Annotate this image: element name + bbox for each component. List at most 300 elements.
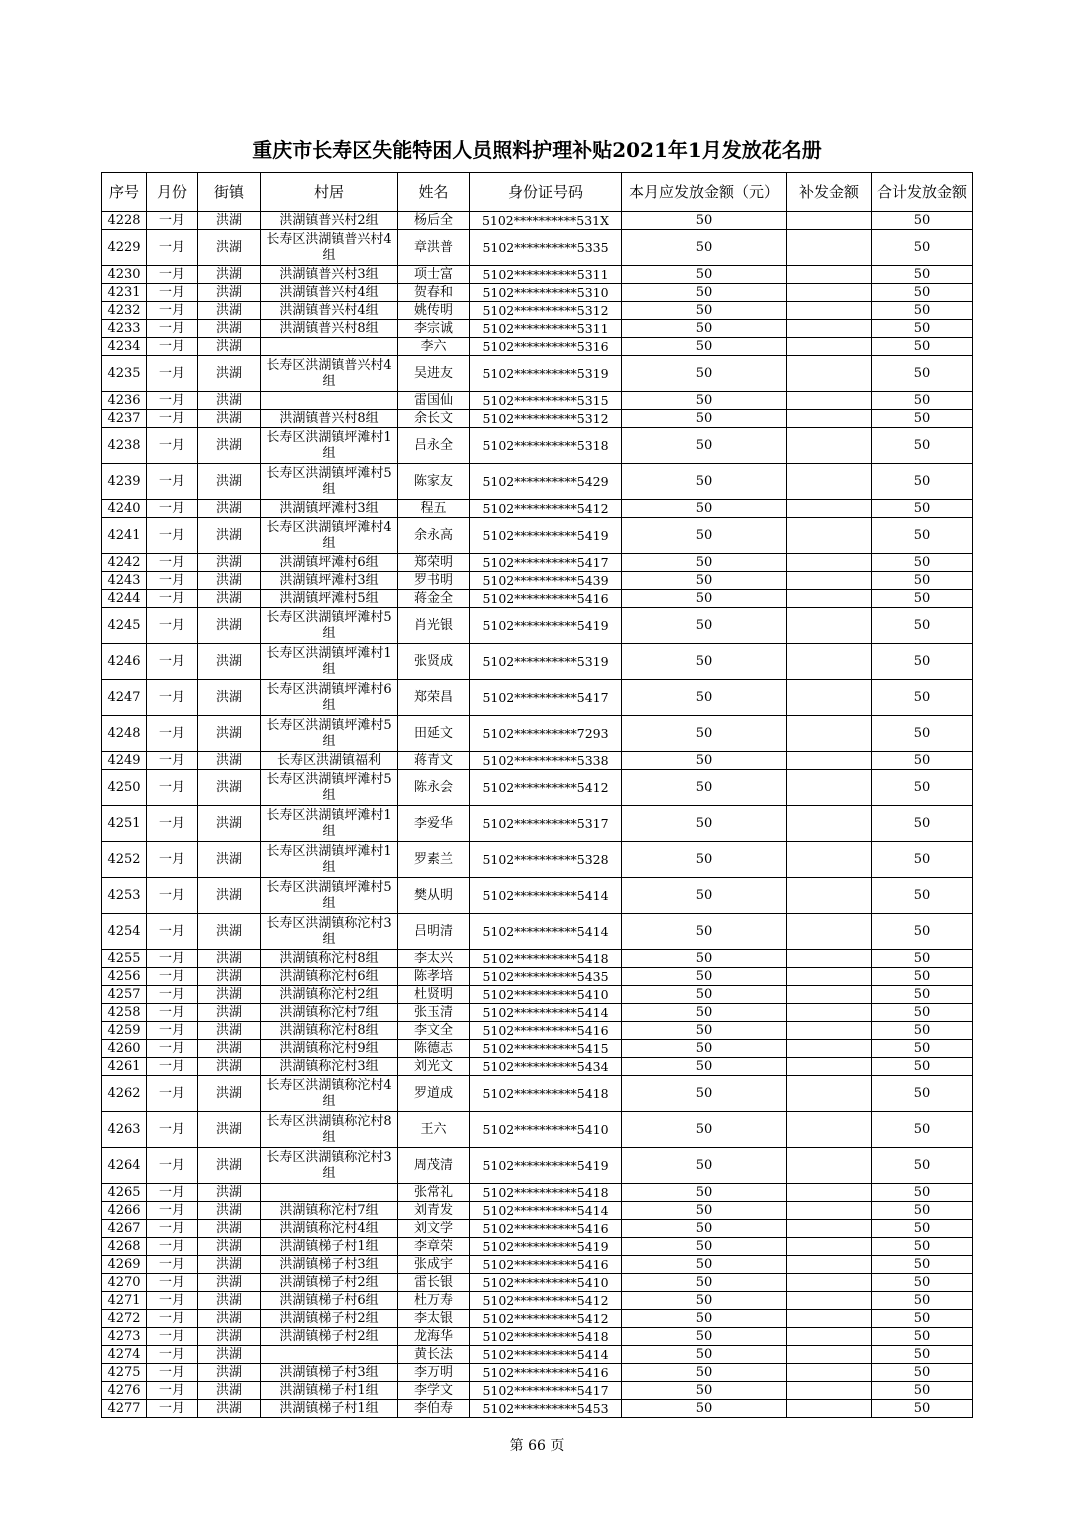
cell-village [261, 1346, 398, 1364]
cell-total-amount: 50 [872, 968, 973, 986]
table-row [102, 752, 973, 770]
cell-reissue-amount [787, 608, 872, 644]
cell-name: 刘光文 [398, 1058, 470, 1076]
cell-id-number: 5102**********5418 [470, 950, 622, 968]
cell-name: 雷长银 [398, 1274, 470, 1292]
cell-month: 一月 [147, 1382, 198, 1400]
cell-total-amount: 50 [872, 950, 973, 968]
cell-seq: 4250 [102, 770, 147, 806]
table-row [102, 518, 973, 554]
cell-month: 一月 [147, 1148, 198, 1184]
cell-amount-due: 50 [622, 986, 787, 1004]
cell-reissue-amount [787, 230, 872, 266]
cell-town: 洪湖 [198, 878, 261, 914]
cell-town: 洪湖 [198, 554, 261, 572]
cell-month: 一月 [147, 1346, 198, 1364]
cell-seq: 4254 [102, 914, 147, 950]
cell-seq: 4272 [102, 1310, 147, 1328]
cell-name: 李文全 [398, 1022, 470, 1040]
cell-village: 洪湖镇普兴村8组 [261, 410, 398, 428]
cell-village: 洪湖镇坪滩村6组 [261, 554, 398, 572]
table-row [102, 302, 973, 320]
cell-reissue-amount [787, 1184, 872, 1202]
cell-total-amount: 50 [872, 1310, 973, 1328]
cell-name: 樊从明 [398, 878, 470, 914]
cell-total-amount: 50 [872, 986, 973, 1004]
cell-total-amount: 50 [872, 806, 973, 842]
cell-village: 洪湖镇普兴村2组 [261, 212, 398, 230]
table-row [102, 320, 973, 338]
cell-reissue-amount [787, 1040, 872, 1058]
cell-town: 洪湖 [198, 1274, 261, 1292]
cell-name: 李万明 [398, 1364, 470, 1382]
cell-name: 雷国仙 [398, 392, 470, 410]
cell-seq: 4269 [102, 1256, 147, 1274]
cell-name: 郑荣昌 [398, 680, 470, 716]
cell-town: 洪湖 [198, 1202, 261, 1220]
cell-town: 洪湖 [198, 338, 261, 356]
cell-amount-due: 50 [622, 302, 787, 320]
cell-id-number: 5102**********5312 [470, 410, 622, 428]
cell-reissue-amount [787, 878, 872, 914]
cell-amount-due: 50 [622, 644, 787, 680]
cell-town: 洪湖 [198, 1220, 261, 1238]
cell-name: 李宗诚 [398, 320, 470, 338]
cell-reissue-amount [787, 1346, 872, 1364]
cell-month: 一月 [147, 806, 198, 842]
cell-month: 一月 [147, 1022, 198, 1040]
cell-reissue-amount [787, 320, 872, 338]
cell-id-number: 5102**********5412 [470, 1292, 622, 1310]
cell-name: 吕永全 [398, 428, 470, 464]
cell-id-number: 5102**********5311 [470, 320, 622, 338]
cell-town: 洪湖 [198, 572, 261, 590]
cell-town: 洪湖 [198, 1256, 261, 1274]
cell-month: 一月 [147, 266, 198, 284]
cell-town: 洪湖 [198, 986, 261, 1004]
cell-id-number: 5102**********5412 [470, 1310, 622, 1328]
cell-id-number: 5102**********5414 [470, 878, 622, 914]
cell-name: 陈德志 [398, 1040, 470, 1058]
cell-name: 黄长法 [398, 1346, 470, 1364]
table-row [102, 1310, 973, 1328]
cell-reissue-amount [787, 1076, 872, 1112]
cell-amount-due: 50 [622, 1274, 787, 1292]
table-row [102, 914, 973, 950]
cell-village: 洪湖镇梯子村2组 [261, 1310, 398, 1328]
cell-town: 洪湖 [198, 644, 261, 680]
table-row [102, 266, 973, 284]
cell-village: 洪湖镇称沱村8组 [261, 1022, 398, 1040]
cell-town: 洪湖 [198, 1040, 261, 1058]
cell-town: 洪湖 [198, 770, 261, 806]
table-row [102, 968, 973, 986]
table-row [102, 1022, 973, 1040]
cell-name: 吴进友 [398, 356, 470, 392]
cell-id-number: 5102**********7293 [470, 716, 622, 752]
cell-seq: 4262 [102, 1076, 147, 1112]
cell-town: 洪湖 [198, 1346, 261, 1364]
cell-name: 田延文 [398, 716, 470, 752]
cell-reissue-amount [787, 770, 872, 806]
cell-seq: 4228 [102, 212, 147, 230]
cell-amount-due: 50 [622, 968, 787, 986]
header-reissue-amount: 补发金额 [787, 173, 872, 212]
cell-name: 李伯寿 [398, 1400, 470, 1418]
cell-village: 洪湖镇称沱村2组 [261, 986, 398, 1004]
cell-village: 洪湖镇梯子村1组 [261, 1238, 398, 1256]
cell-reissue-amount [787, 986, 872, 1004]
cell-village: 长寿区洪湖镇坪滩村6组 [261, 680, 398, 716]
cell-seq: 4275 [102, 1364, 147, 1382]
cell-name: 李学文 [398, 1382, 470, 1400]
cell-month: 一月 [147, 410, 198, 428]
cell-name: 李爱华 [398, 806, 470, 842]
cell-total-amount: 50 [872, 320, 973, 338]
cell-month: 一月 [147, 716, 198, 752]
cell-town: 洪湖 [198, 1004, 261, 1022]
cell-village: 长寿区洪湖镇坪滩村1组 [261, 842, 398, 878]
cell-reissue-amount [787, 1220, 872, 1238]
cell-amount-due: 50 [622, 500, 787, 518]
cell-total-amount: 50 [872, 230, 973, 266]
cell-month: 一月 [147, 1328, 198, 1346]
cell-town: 洪湖 [198, 518, 261, 554]
cell-seq: 4234 [102, 338, 147, 356]
cell-reissue-amount [787, 914, 872, 950]
cell-village: 长寿区洪湖镇称沱村3组 [261, 914, 398, 950]
cell-seq: 4265 [102, 1184, 147, 1202]
cell-reissue-amount [787, 680, 872, 716]
cell-amount-due: 50 [622, 1400, 787, 1418]
cell-id-number: 5102**********5429 [470, 464, 622, 500]
header-village: 村居 [261, 173, 398, 212]
cell-town: 洪湖 [198, 266, 261, 284]
cell-id-number: 5102**********5410 [470, 1112, 622, 1148]
table-row [102, 1220, 973, 1238]
cell-month: 一月 [147, 1292, 198, 1310]
cell-seq: 4236 [102, 392, 147, 410]
roster-table [101, 172, 973, 1418]
cell-total-amount: 50 [872, 1364, 973, 1382]
table-row [102, 1112, 973, 1148]
cell-village: 洪湖镇称沱村4组 [261, 1220, 398, 1238]
cell-reissue-amount [787, 1328, 872, 1346]
cell-month: 一月 [147, 1058, 198, 1076]
cell-amount-due: 50 [622, 1184, 787, 1202]
cell-village [261, 338, 398, 356]
cell-amount-due: 50 [622, 464, 787, 500]
cell-name: 李章荣 [398, 1238, 470, 1256]
cell-amount-due: 50 [622, 338, 787, 356]
header-name: 姓名 [398, 173, 470, 212]
table-row [102, 1004, 973, 1022]
cell-seq: 4259 [102, 1022, 147, 1040]
cell-village: 洪湖镇称沱村7组 [261, 1202, 398, 1220]
cell-total-amount: 50 [872, 554, 973, 572]
cell-reissue-amount [787, 338, 872, 356]
cell-id-number: 5102**********5319 [470, 356, 622, 392]
cell-name: 杜万寿 [398, 1292, 470, 1310]
cell-name: 姚传明 [398, 302, 470, 320]
cell-town: 洪湖 [198, 1022, 261, 1040]
cell-id-number: 5102**********5412 [470, 500, 622, 518]
cell-id-number: 5102**********5419 [470, 518, 622, 554]
cell-total-amount: 50 [872, 1148, 973, 1184]
cell-reissue-amount [787, 968, 872, 986]
cell-village: 长寿区洪湖镇坪滩村1组 [261, 428, 398, 464]
cell-id-number: 5102**********5416 [470, 1220, 622, 1238]
cell-village: 长寿区洪湖镇坪滩村5组 [261, 608, 398, 644]
cell-village: 洪湖镇称沱村9组 [261, 1040, 398, 1058]
cell-village: 洪湖镇普兴村4组 [261, 302, 398, 320]
cell-total-amount: 50 [872, 1328, 973, 1346]
cell-seq: 4261 [102, 1058, 147, 1076]
cell-amount-due: 50 [622, 1382, 787, 1400]
cell-amount-due: 50 [622, 1112, 787, 1148]
cell-seq: 4277 [102, 1400, 147, 1418]
cell-reissue-amount [787, 1112, 872, 1148]
table-row [102, 356, 973, 392]
cell-month: 一月 [147, 572, 198, 590]
cell-amount-due: 50 [622, 1256, 787, 1274]
cell-reissue-amount [787, 590, 872, 608]
cell-total-amount: 50 [872, 1220, 973, 1238]
cell-village: 长寿区洪湖镇坪滩村5组 [261, 716, 398, 752]
table-row [102, 878, 973, 914]
cell-village: 洪湖镇普兴村3组 [261, 266, 398, 284]
cell-id-number: 5102**********5335 [470, 230, 622, 266]
page-number: 第 66 页 [509, 1438, 565, 1454]
table-row [102, 284, 973, 302]
cell-seq: 4255 [102, 950, 147, 968]
cell-amount-due: 50 [622, 1004, 787, 1022]
cell-reissue-amount [787, 752, 872, 770]
cell-village: 长寿区洪湖镇坪滩村5组 [261, 464, 398, 500]
cell-seq: 4274 [102, 1346, 147, 1364]
cell-name: 李太兴 [398, 950, 470, 968]
cell-amount-due: 50 [622, 1328, 787, 1346]
cell-total-amount: 50 [872, 716, 973, 752]
cell-seq: 4247 [102, 680, 147, 716]
cell-month: 一月 [147, 1256, 198, 1274]
cell-month: 一月 [147, 914, 198, 950]
cell-total-amount: 50 [872, 1274, 973, 1292]
header-town: 街镇 [198, 173, 261, 212]
table-row [102, 608, 973, 644]
table-row [102, 338, 973, 356]
table-row [102, 1382, 973, 1400]
table-row [102, 1256, 973, 1274]
cell-amount-due: 50 [622, 608, 787, 644]
cell-month: 一月 [147, 500, 198, 518]
cell-amount-due: 50 [622, 428, 787, 464]
cell-total-amount: 50 [872, 770, 973, 806]
cell-town: 洪湖 [198, 590, 261, 608]
table-row [102, 590, 973, 608]
cell-amount-due: 50 [622, 716, 787, 752]
cell-village [261, 392, 398, 410]
table-row [102, 392, 973, 410]
cell-reissue-amount [787, 1256, 872, 1274]
cell-town: 洪湖 [198, 392, 261, 410]
cell-town: 洪湖 [198, 1112, 261, 1148]
cell-town: 洪湖 [198, 1292, 261, 1310]
cell-reissue-amount [787, 392, 872, 410]
cell-village: 洪湖镇梯子村3组 [261, 1364, 398, 1382]
cell-seq: 4260 [102, 1040, 147, 1058]
cell-total-amount: 50 [872, 1382, 973, 1400]
cell-month: 一月 [147, 986, 198, 1004]
cell-id-number: 5102**********5319 [470, 644, 622, 680]
cell-village: 洪湖镇梯子村2组 [261, 1274, 398, 1292]
cell-total-amount: 50 [872, 1040, 973, 1058]
cell-amount-due: 50 [622, 410, 787, 428]
cell-total-amount: 50 [872, 914, 973, 950]
cell-village: 长寿区洪湖镇坪滩村5组 [261, 878, 398, 914]
cell-amount-due: 50 [622, 1076, 787, 1112]
cell-town: 洪湖 [198, 356, 261, 392]
table-row [102, 680, 973, 716]
cell-month: 一月 [147, 608, 198, 644]
cell-month: 一月 [147, 392, 198, 410]
cell-reissue-amount [787, 212, 872, 230]
cell-name: 杨后全 [398, 212, 470, 230]
cell-reissue-amount [787, 356, 872, 392]
cell-month: 一月 [147, 752, 198, 770]
cell-amount-due: 50 [622, 1346, 787, 1364]
cell-month: 一月 [147, 1076, 198, 1112]
cell-month: 一月 [147, 950, 198, 968]
cell-month: 一月 [147, 842, 198, 878]
cell-reissue-amount [787, 410, 872, 428]
cell-total-amount: 50 [872, 356, 973, 392]
cell-town: 洪湖 [198, 1382, 261, 1400]
cell-reissue-amount [787, 1202, 872, 1220]
cell-name: 余长文 [398, 410, 470, 428]
cell-seq: 4238 [102, 428, 147, 464]
cell-name: 蒋金全 [398, 590, 470, 608]
cell-seq: 4239 [102, 464, 147, 500]
cell-town: 洪湖 [198, 1328, 261, 1346]
cell-id-number: 5102**********5414 [470, 1346, 622, 1364]
cell-month: 一月 [147, 230, 198, 266]
cell-total-amount: 50 [872, 1004, 973, 1022]
cell-total-amount: 50 [872, 410, 973, 428]
cell-village: 洪湖镇梯子村6组 [261, 1292, 398, 1310]
cell-seq: 4256 [102, 968, 147, 986]
cell-amount-due: 50 [622, 590, 787, 608]
table-row [102, 428, 973, 464]
cell-id-number: 5102**********5416 [470, 1022, 622, 1040]
table-row [102, 1202, 973, 1220]
cell-name: 郑荣明 [398, 554, 470, 572]
cell-village: 洪湖镇称沱村6组 [261, 968, 398, 986]
cell-reissue-amount [787, 1310, 872, 1328]
cell-village: 长寿区洪湖镇坪滩村5组 [261, 770, 398, 806]
cell-amount-due: 50 [622, 1202, 787, 1220]
cell-month: 一月 [147, 770, 198, 806]
cell-seq: 4242 [102, 554, 147, 572]
cell-reissue-amount [787, 644, 872, 680]
cell-total-amount: 50 [872, 1184, 973, 1202]
cell-seq: 4233 [102, 320, 147, 338]
cell-amount-due: 50 [622, 572, 787, 590]
cell-village: 长寿区洪湖镇普兴村4组 [261, 356, 398, 392]
cell-total-amount: 50 [872, 1022, 973, 1040]
cell-seq: 4276 [102, 1382, 147, 1400]
cell-name: 陈家友 [398, 464, 470, 500]
cell-name: 陈永会 [398, 770, 470, 806]
table-row [102, 230, 973, 266]
cell-seq: 4252 [102, 842, 147, 878]
table-row [102, 986, 973, 1004]
table-row [102, 1364, 973, 1382]
table-row [102, 842, 973, 878]
cell-village: 洪湖镇称沱村7组 [261, 1004, 398, 1022]
cell-town: 洪湖 [198, 230, 261, 266]
cell-month: 一月 [147, 1310, 198, 1328]
cell-total-amount: 50 [872, 608, 973, 644]
cell-name: 罗道成 [398, 1076, 470, 1112]
cell-id-number: 5102**********5414 [470, 1202, 622, 1220]
cell-id-number: 5102**********5410 [470, 986, 622, 1004]
cell-seq: 4268 [102, 1238, 147, 1256]
cell-reissue-amount [787, 1022, 872, 1040]
table-row [102, 1040, 973, 1058]
cell-reissue-amount [787, 464, 872, 500]
cell-month: 一月 [147, 644, 198, 680]
cell-month: 一月 [147, 338, 198, 356]
cell-name: 周茂清 [398, 1148, 470, 1184]
cell-id-number: 5102**********5435 [470, 968, 622, 986]
cell-id-number: 5102**********5338 [470, 752, 622, 770]
cell-month: 一月 [147, 968, 198, 986]
cell-id-number: 5102**********5417 [470, 1382, 622, 1400]
cell-town: 洪湖 [198, 752, 261, 770]
cell-reissue-amount [787, 1382, 872, 1400]
table-row [102, 716, 973, 752]
cell-amount-due: 50 [622, 230, 787, 266]
cell-amount-due: 50 [622, 914, 787, 950]
table-row [102, 1292, 973, 1310]
cell-id-number: 5102**********5417 [470, 680, 622, 716]
cell-id-number: 5102**********5453 [470, 1400, 622, 1418]
cell-id-number: 5102**********5317 [470, 806, 622, 842]
cell-id-number: 5102**********5415 [470, 1040, 622, 1058]
cell-town: 洪湖 [198, 428, 261, 464]
cell-town: 洪湖 [198, 464, 261, 500]
cell-month: 一月 [147, 356, 198, 392]
cell-village: 长寿区洪湖镇坪滩村1组 [261, 806, 398, 842]
cell-name: 项士富 [398, 266, 470, 284]
cell-village: 洪湖镇普兴村4组 [261, 284, 398, 302]
table-row [102, 212, 973, 230]
cell-town: 洪湖 [198, 806, 261, 842]
cell-seq: 4266 [102, 1202, 147, 1220]
cell-name: 龙海华 [398, 1328, 470, 1346]
cell-month: 一月 [147, 428, 198, 464]
cell-village [261, 1184, 398, 1202]
cell-reissue-amount [787, 1364, 872, 1382]
table-row [102, 1346, 973, 1364]
cell-month: 一月 [147, 1202, 198, 1220]
cell-village: 洪湖镇梯子村1组 [261, 1400, 398, 1418]
cell-name: 张玉清 [398, 1004, 470, 1022]
cell-month: 一月 [147, 302, 198, 320]
cell-town: 洪湖 [198, 1058, 261, 1076]
cell-id-number: 5102**********5418 [470, 1328, 622, 1346]
